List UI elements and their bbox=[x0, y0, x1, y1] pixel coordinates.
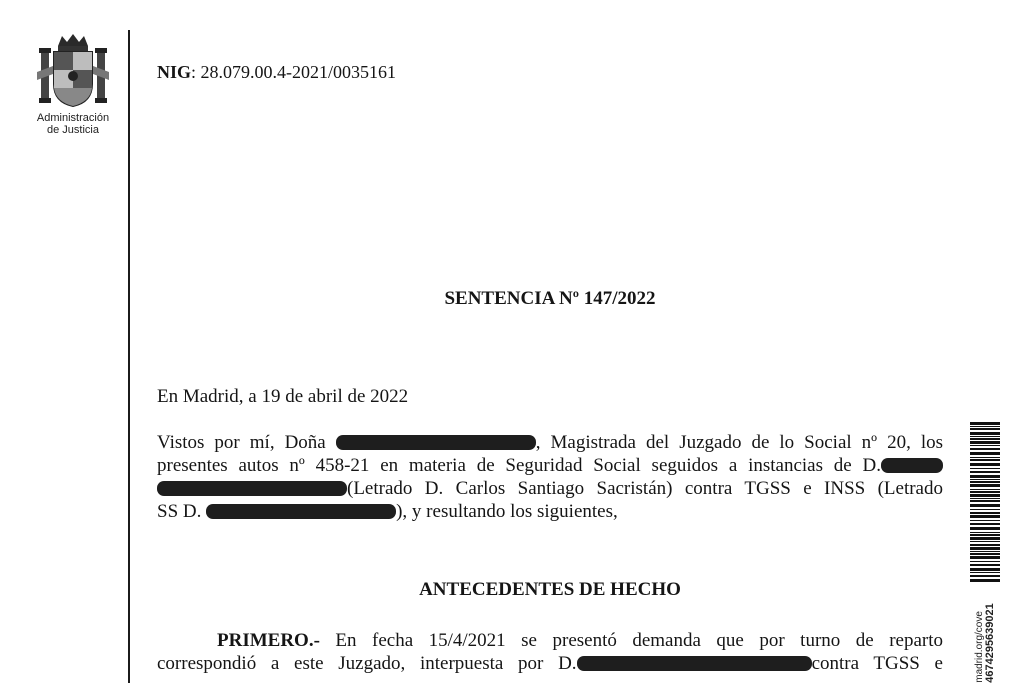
coat-of-arms-icon bbox=[36, 32, 110, 110]
opening-paragraph bbox=[157, 431, 943, 523]
margin-rule bbox=[128, 30, 130, 683]
coat-of-arms-seal bbox=[32, 32, 114, 144]
place-date: En Madrid, a 19 de abril de 2022 bbox=[157, 386, 409, 407]
primero-paragraph bbox=[157, 629, 943, 675]
paragraph-line: SS D. ), y resultando los siguientes, bbox=[157, 501, 618, 522]
nig-reference bbox=[157, 62, 396, 83]
seal-text-line2: de Justicia bbox=[47, 124, 99, 136]
redaction-block bbox=[157, 481, 347, 496]
paragraph-line: Vistos por mí, Doña , Magistrada del Juzgado de lo Social nº 20, los bbox=[157, 432, 944, 453]
paragraph-line: (Letrado D. Carlos Santiago Sacristán) contra TGSS e INSS (Letrado bbox=[157, 477, 943, 500]
section-heading: ANTECEDENTES DE HECHO bbox=[419, 579, 681, 600]
redaction-block bbox=[336, 435, 536, 450]
verification-barcode bbox=[970, 422, 1000, 582]
nig-label: NIG bbox=[157, 62, 192, 82]
redaction-block bbox=[206, 504, 396, 519]
barcode-url: madrid.org/cove bbox=[974, 611, 985, 683]
paragraph-line: PRIMERO.- En fecha 15/4/2021 se presentó demanda que por turno de reparto bbox=[217, 630, 943, 651]
barcode-caption bbox=[974, 603, 996, 683]
redaction-block bbox=[881, 458, 943, 473]
paragraph-line: correspondió a este Juzgado, interpuesta por D. contra TGSS e bbox=[157, 653, 943, 674]
barcode-code: 4674295639021 bbox=[984, 603, 996, 683]
paragraph-line: presentes autos nº 458-21 en materia de Seguridad Social seguidos a instancias de D. bbox=[157, 454, 943, 477]
document-title: SENTENCIA Nº 147/2022 bbox=[444, 288, 656, 309]
seal-text-line1: Administración bbox=[36, 112, 110, 124]
nig-value: : 28.079.00.4-2021/0035161 bbox=[191, 62, 397, 82]
primero-label: PRIMERO.- bbox=[217, 630, 320, 651]
redaction-block bbox=[577, 656, 812, 671]
